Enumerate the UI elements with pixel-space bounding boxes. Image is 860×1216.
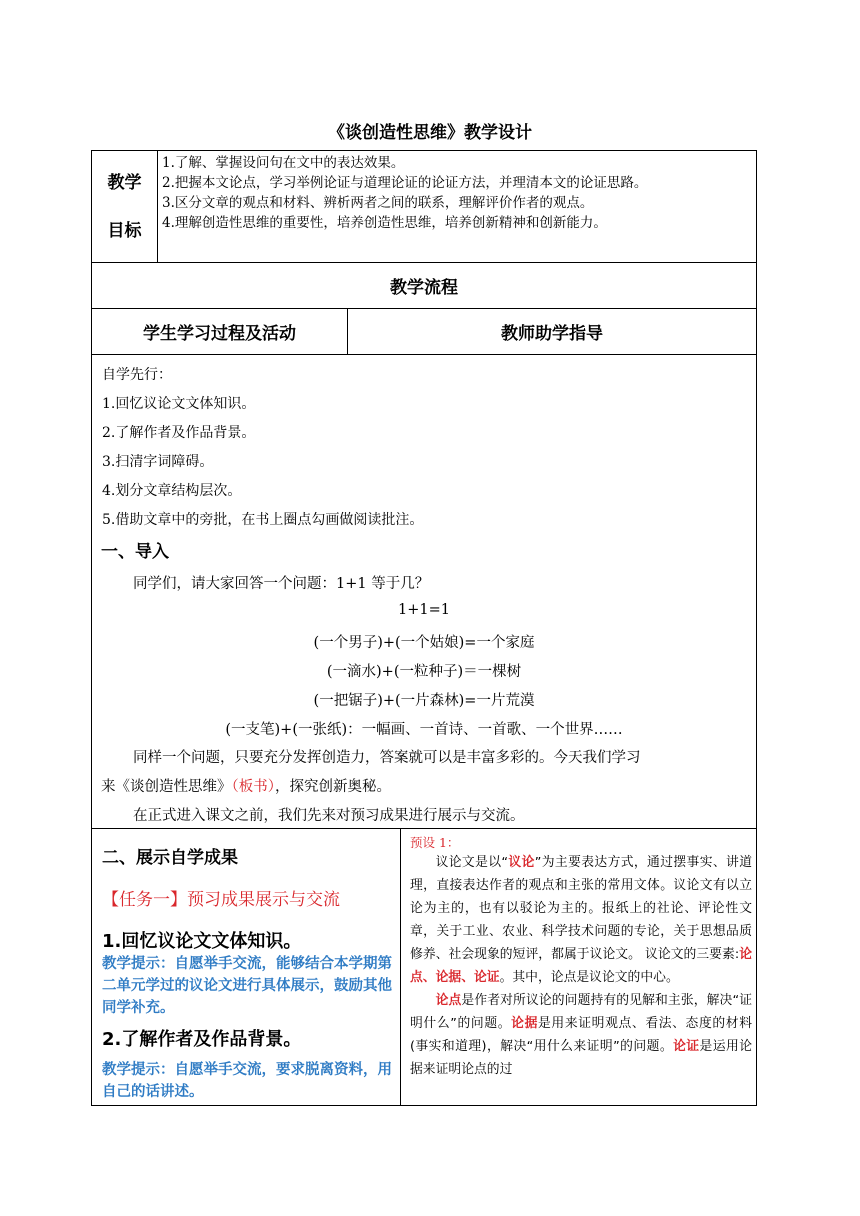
preset-text-span: 是作者对所议论的问题持有的见解和主张，解决“证明什么”的问题。 — [410, 993, 753, 1031]
goal-item: 4.理解创造性思维的重要性，培养创造性思维，培养创新精神和创新能力。 — [162, 215, 607, 231]
intro-paragraph-b-text1: 来《谈创造性思维》 — [101, 779, 232, 795]
goals-label-line1: 教学 — [107, 172, 142, 193]
preset-keyword: 论点 — [435, 993, 462, 1008]
self-study-item: 5.借助文章中的旁批，在书上圈点勾画做阅读批注。 — [102, 512, 424, 528]
self-study-list — [102, 361, 423, 535]
document-title: 《谈创造性思维》教学设计 — [328, 123, 532, 143]
preset-text-span: ”为主要表达方式，通过摆事实、讲道理，直接表达作者的观点和主张的常用文体。议论文有以立论为主的，也有以驳论为主的。报纸上的社论、评论性文章，关于工业、农业、科学技术问题的专论，关于思想品质修养、社会现象的短评，都属于议论文。 议论文的三要素: — [410, 855, 752, 962]
section-intro-heading: 一、导入 — [101, 542, 169, 562]
goals-label — [92, 151, 158, 262]
goal-item: 1.了解、掌握设问句在文中的表达效果。 — [162, 155, 405, 171]
intro-paragraph-b — [101, 773, 391, 802]
preset-keyword: 论证 — [673, 1039, 700, 1054]
task-item-2: 2.了解作者及作品背景。 — [102, 1029, 302, 1050]
preset-label: 预设 1： — [410, 835, 460, 850]
preset-keyword: 议论 — [508, 855, 535, 870]
flow-title-row — [91, 262, 757, 309]
self-study-item: 1.回忆议论文文体知识。 — [102, 396, 256, 412]
preset-paragraph-2 — [410, 989, 752, 1081]
preset-text-span: 是运用论据来证明论点的过 — [410, 1039, 753, 1077]
task-item-1: 1.回忆议论文文体知识。 — [102, 931, 302, 952]
equation-line: (一滴水)+(一粒种子)＝一棵树 — [326, 664, 522, 680]
preset-paragraph-1 — [410, 851, 752, 989]
goals-list — [162, 153, 752, 233]
self-study-item: 2.了解作者及作品背景。 — [102, 425, 256, 441]
self-study-item: 4.划分文章结构层次。 — [102, 483, 242, 499]
self-study-item: 3.扫清字词障碍。 — [102, 454, 214, 470]
preset-keyword: 论据 — [511, 1016, 538, 1031]
equation-line: 1+1=1 — [398, 602, 450, 618]
equation-line: (一把锯子)+(一片森林)=一片荒漠 — [313, 693, 535, 709]
preset-keyword: 论点、论据、论证 — [410, 947, 753, 985]
goal-item: 2.把握本文论点，学习举例论证与道理论证的论证方法，并理清本文的论证思路。 — [162, 175, 648, 191]
goals-label-line2: 目标 — [107, 220, 142, 241]
section-show-heading: 二、展示自学成果 — [102, 848, 238, 868]
self-study-heading: 自学先行： — [102, 367, 172, 383]
teacher-guidance-cell — [401, 829, 756, 1105]
intro-question: 同学们，请大家回答一个问题：1+1 等于几？ — [133, 576, 430, 592]
column-headers-row — [91, 308, 757, 355]
preset-text-span: 是用来证明观点、看法、态度的材料(事实和道理)，解决“用什么来证明”的问题。 — [410, 1016, 753, 1054]
equation-line: (一支笔)+(一张纸)：一幅画、一首诗、一首歌、一个世界…… — [225, 722, 623, 738]
task-one-title: 【任务一】预习成果展示与交流 — [102, 890, 340, 910]
preset-text-span: 议论文是以“ — [435, 855, 509, 870]
teaching-hint-2: 教学提示：自愿举手交流，要求脱离资料，用自己的话讲述。 — [102, 1062, 392, 1100]
goal-item: 3.区分文章的观点和材料、辨析两者之间的联系，理解评价作者的观点。 — [162, 195, 594, 211]
board-note: （板书） — [231, 779, 275, 795]
teaching-hint-1: 教学提示：自愿举手交流，能够结合本学期第二单元学过的议论文进行具体展示，鼓励其他同学补充。 — [102, 956, 392, 1016]
student-column-header: 学生学习过程及活动 — [92, 309, 348, 354]
student-activity-cell — [92, 829, 401, 1105]
intro-paragraph-c: 在正式进入课文之前，我们先来对预习成果进行展示与交流。 — [133, 808, 525, 824]
equation-line: (一个男子)+(一个姑娘)=一个家庭 — [313, 635, 535, 651]
teaching-goals-row — [91, 150, 757, 263]
preset-text — [410, 851, 752, 1081]
intro-paragraph-b-text2: ，探究创新奥秘。 — [275, 779, 391, 795]
preset-text-span: 。其中，论点是议论文的中心。 — [499, 970, 679, 985]
task-row — [91, 828, 757, 1106]
intro-paragraph-a: 同样一个问题，只要充分发挥创造力，答案就可以是丰富多彩的。今天我们学习 — [133, 750, 641, 766]
flow-title: 教学流程 — [390, 278, 458, 298]
teacher-column-header: 教师助学指导 — [501, 324, 603, 344]
